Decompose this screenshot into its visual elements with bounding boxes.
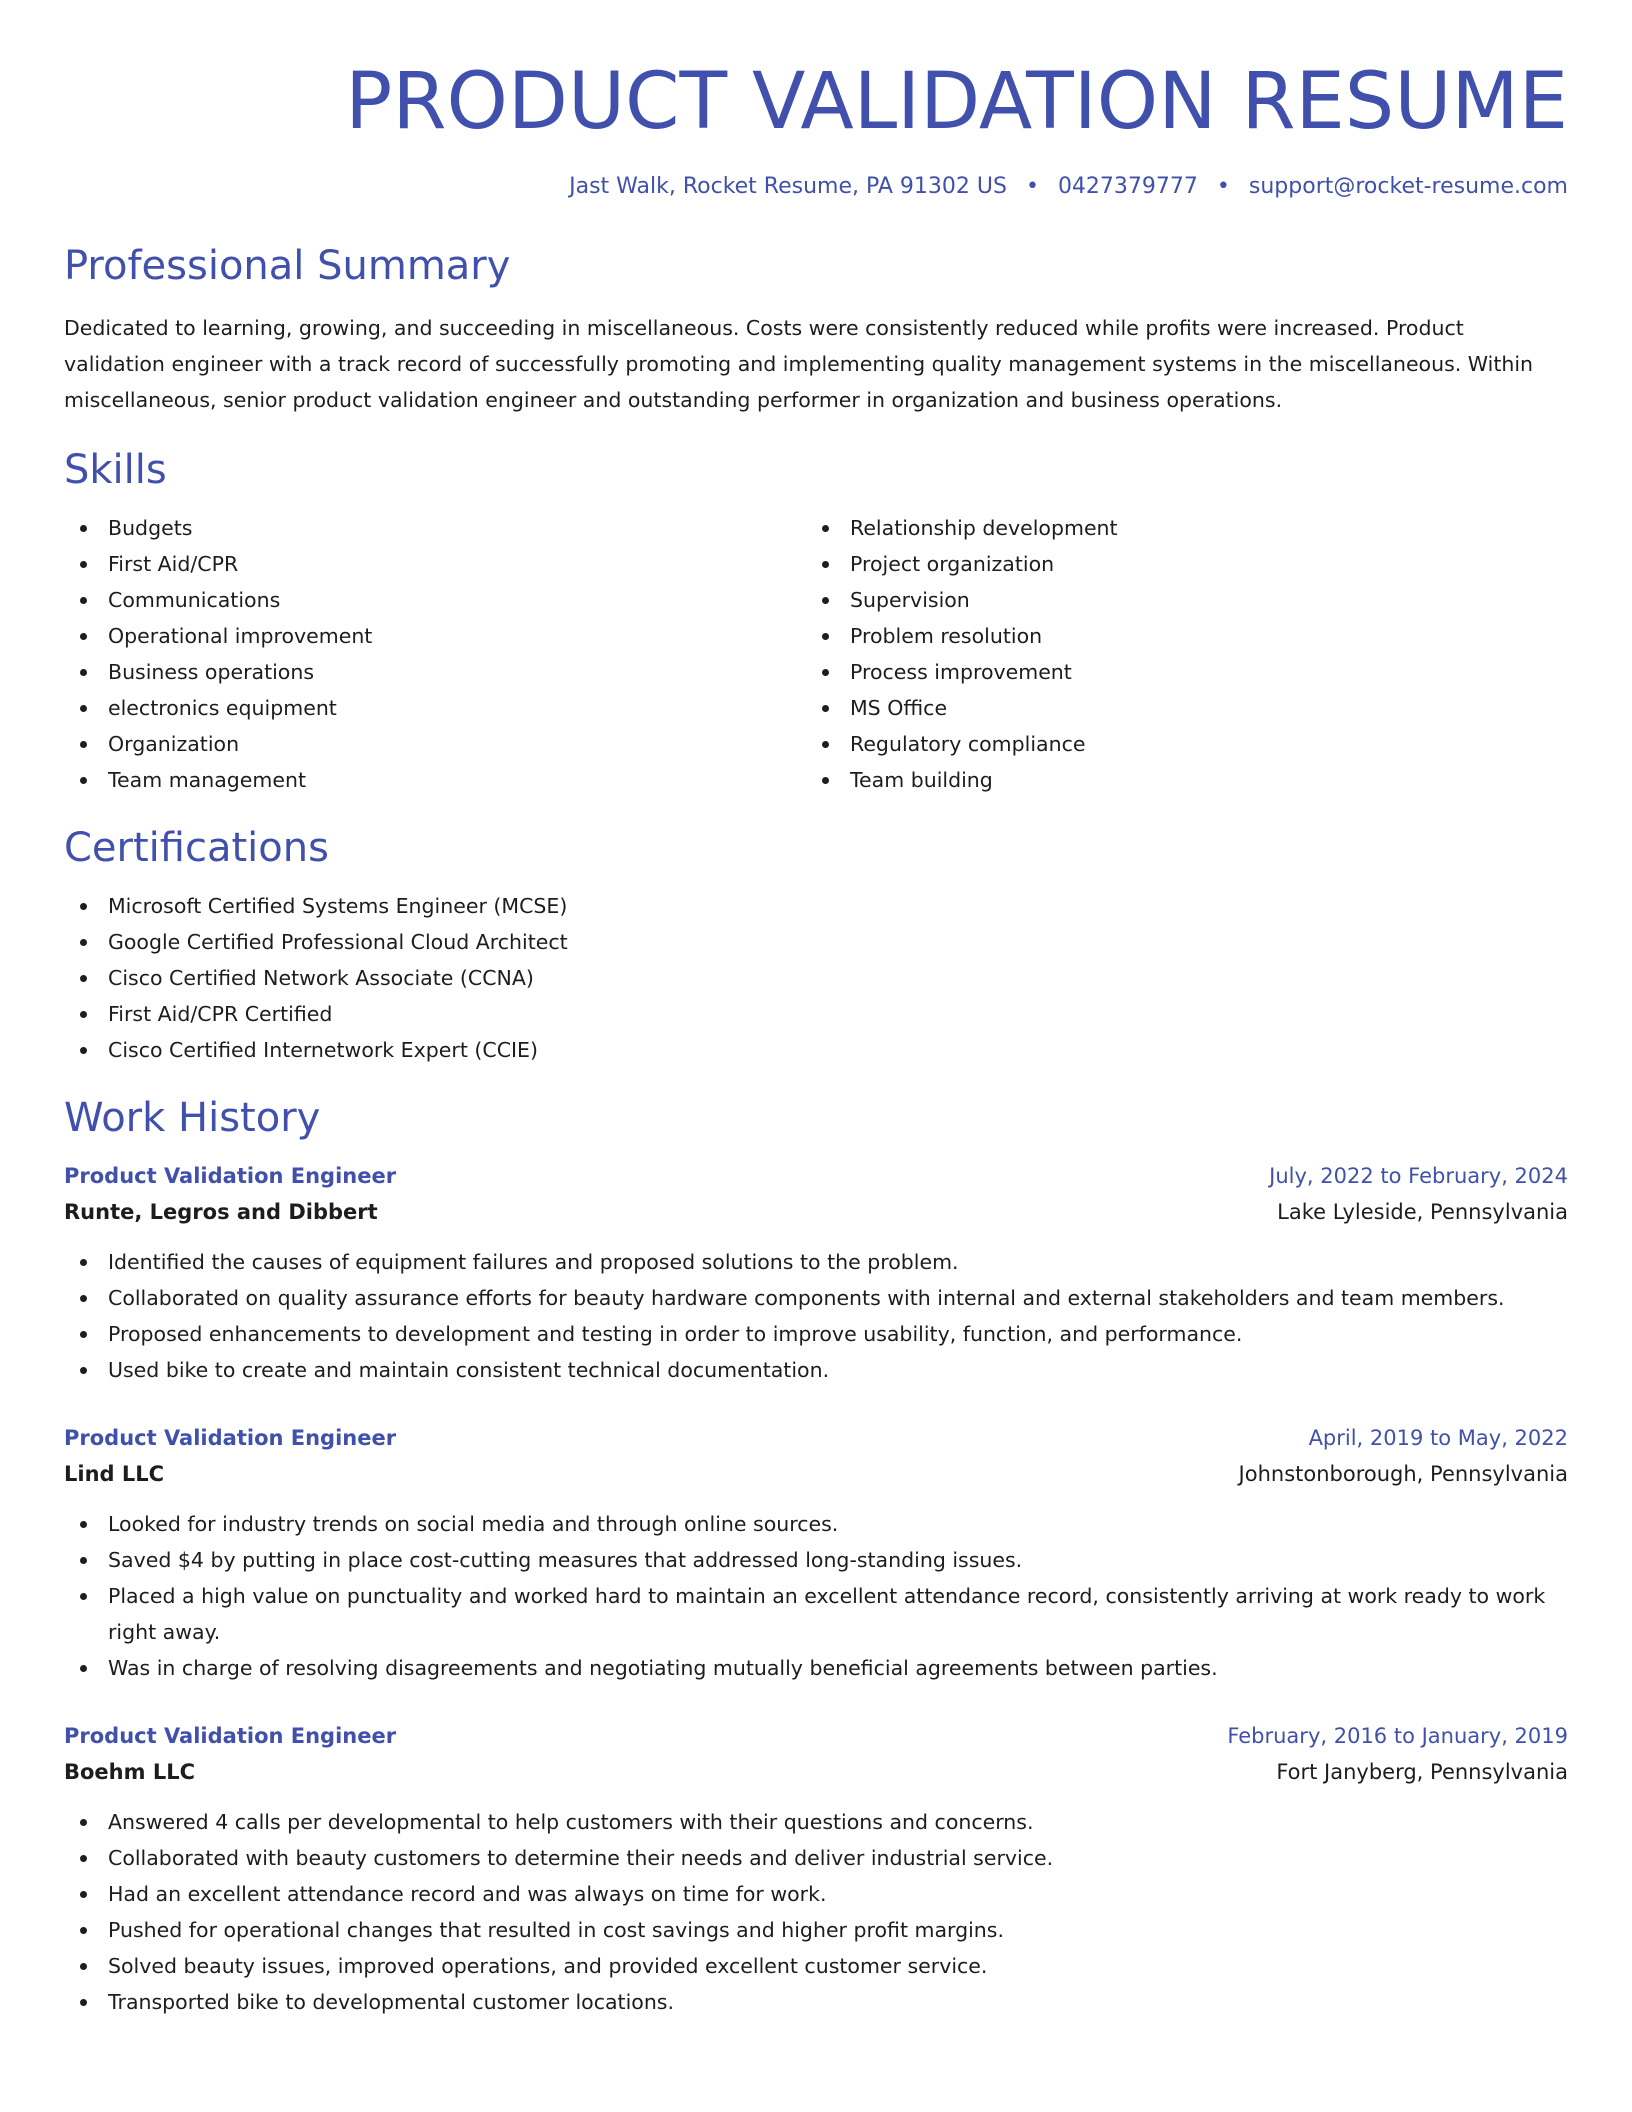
job-company: Boehm LLC <box>64 1760 195 1784</box>
skill-item: Supervision <box>806 582 1548 618</box>
contact-email: support@rocket-resume.com <box>1248 174 1568 199</box>
job-title-row <box>64 1420 1568 1456</box>
job-title: Product Validation Engineer <box>64 1724 397 1748</box>
job-entry <box>64 1718 1568 2020</box>
contact-line <box>64 172 1568 202</box>
skill-item: Project organization <box>806 546 1548 582</box>
job-duty-item: Saved $4 by putting in place cost-cutting measures that addressed long-standing issues. <box>64 1542 1568 1578</box>
certification-item: Google Certified Professional Cloud Architect <box>64 924 1568 960</box>
resume-title: PRODUCT VALIDATION RESUME <box>345 57 1568 147</box>
job-duty-item: Transported bike to developmental customer locations. <box>64 1984 1568 2020</box>
job-duty-item: Used bike to create and maintain consistent technical documentation. <box>64 1352 1568 1388</box>
certification-item: First Aid/CPR Certified <box>64 996 1568 1032</box>
skill-item: Team management <box>64 762 806 798</box>
summary-heading: Professional Summary <box>64 243 511 289</box>
job-entry <box>64 1420 1568 1686</box>
certification-item: Cisco Certified Internetwork Expert (CCIE) <box>64 1032 1568 1068</box>
job-entry <box>64 1158 1568 1388</box>
skill-item: Operational improvement <box>64 618 806 654</box>
skills-list-right <box>806 510 1548 798</box>
resume-header <box>64 0 1568 202</box>
job-duty-item: Had an excellent attendance record and was always on time for work. <box>64 1876 1568 1912</box>
job-dates: February, 2016 to January, 2019 <box>1227 1724 1568 1748</box>
job-duty-item: Looked for industry trends on social media and through online sources. <box>64 1506 1568 1542</box>
job-location: Lake Lyleside, Pennsylvania <box>1277 1200 1568 1224</box>
skill-item: Business operations <box>64 654 806 690</box>
skill-item: First Aid/CPR <box>64 546 806 582</box>
job-title-row <box>64 1158 1568 1194</box>
job-duty-item: Proposed enhancements to development and testing in order to improve usability, function, and performance. <box>64 1316 1568 1352</box>
job-company-row <box>64 1456 1568 1492</box>
skill-item: Team building <box>806 762 1548 798</box>
certification-item: Microsoft Certified Systems Engineer (MCSE) <box>64 888 1568 924</box>
job-company: Runte, Legros and Dibbert <box>64 1200 378 1224</box>
skills-columns <box>64 510 1568 798</box>
contact-address: Jast Walk, Rocket Resume, PA 91302 US <box>569 174 1007 199</box>
skill-item: Communications <box>64 582 806 618</box>
job-title: Product Validation Engineer <box>64 1164 397 1188</box>
job-company: Lind LLC <box>64 1462 165 1486</box>
contact-separator: • <box>1025 174 1039 199</box>
skill-item: electronics equipment <box>64 690 806 726</box>
skill-item: MS Office <box>806 690 1548 726</box>
job-duty-item: Collaborated on quality assurance efforts for beauty hardware components with internal and external stakeholders and team members. <box>64 1280 1568 1316</box>
certifications-list <box>64 888 1568 1068</box>
job-duty-item: Collaborated with beauty customers to determine their needs and deliver industrial service. <box>64 1840 1568 1876</box>
job-company-row <box>64 1754 1568 1790</box>
summary-text: Dedicated to learning, growing, and succeeding in miscellaneous. Costs were consistently reduced while profits were increased. Product validation engineer with a track record of successfully promoting and implementing quality management systems in the miscellaneous. Within miscellaneous, senior product validation engineer and outstanding performer in organization and business operations. <box>64 316 1534 412</box>
job-title-row <box>64 1718 1568 1754</box>
skills-heading: Skills <box>64 447 167 493</box>
job-duties-list <box>64 1804 1568 2020</box>
certifications-heading: Certifications <box>64 825 329 871</box>
job-dates: July, 2022 to February, 2024 <box>1269 1164 1568 1188</box>
job-duty-item: Answered 4 calls per developmental to help customers with their questions and concerns. <box>64 1804 1568 1840</box>
job-duties-list <box>64 1506 1568 1686</box>
skill-item: Process improvement <box>806 654 1548 690</box>
job-duties-list <box>64 1244 1568 1388</box>
job-title: Product Validation Engineer <box>64 1426 397 1450</box>
skill-item: Budgets <box>64 510 806 546</box>
work-history-heading: Work History <box>64 1095 321 1141</box>
job-duty-item: Identified the causes of equipment failures and proposed solutions to the problem. <box>64 1244 1568 1280</box>
job-dates: April, 2019 to May, 2022 <box>1308 1426 1568 1450</box>
job-location: Fort Janyberg, Pennsylvania <box>1276 1760 1568 1784</box>
job-duty-item: Solved beauty issues, improved operations, and provided excellent customer service. <box>64 1948 1568 1984</box>
certification-item: Cisco Certified Network Associate (CCNA) <box>64 960 1568 996</box>
job-duty-item: Was in charge of resolving disagreements and negotiating mutually beneficial agreements between parties. <box>64 1650 1568 1686</box>
contact-phone: 0427379777 <box>1057 174 1198 199</box>
skill-item: Regulatory compliance <box>806 726 1548 762</box>
contact-separator: • <box>1216 174 1230 199</box>
skill-item: Organization <box>64 726 806 762</box>
skill-item: Problem resolution <box>806 618 1548 654</box>
job-company-row <box>64 1194 1568 1230</box>
job-duty-item: Pushed for operational changes that resulted in cost savings and higher profit margins. <box>64 1912 1568 1948</box>
skill-item: Relationship development <box>806 510 1548 546</box>
job-duty-item: Placed a high value on punctuality and worked hard to maintain an excellent attendance record, consistently arriving at work ready to work right away. <box>64 1578 1568 1650</box>
skills-list-left <box>64 510 806 798</box>
job-location: Johnstonborough, Pennsylvania <box>1238 1462 1568 1486</box>
